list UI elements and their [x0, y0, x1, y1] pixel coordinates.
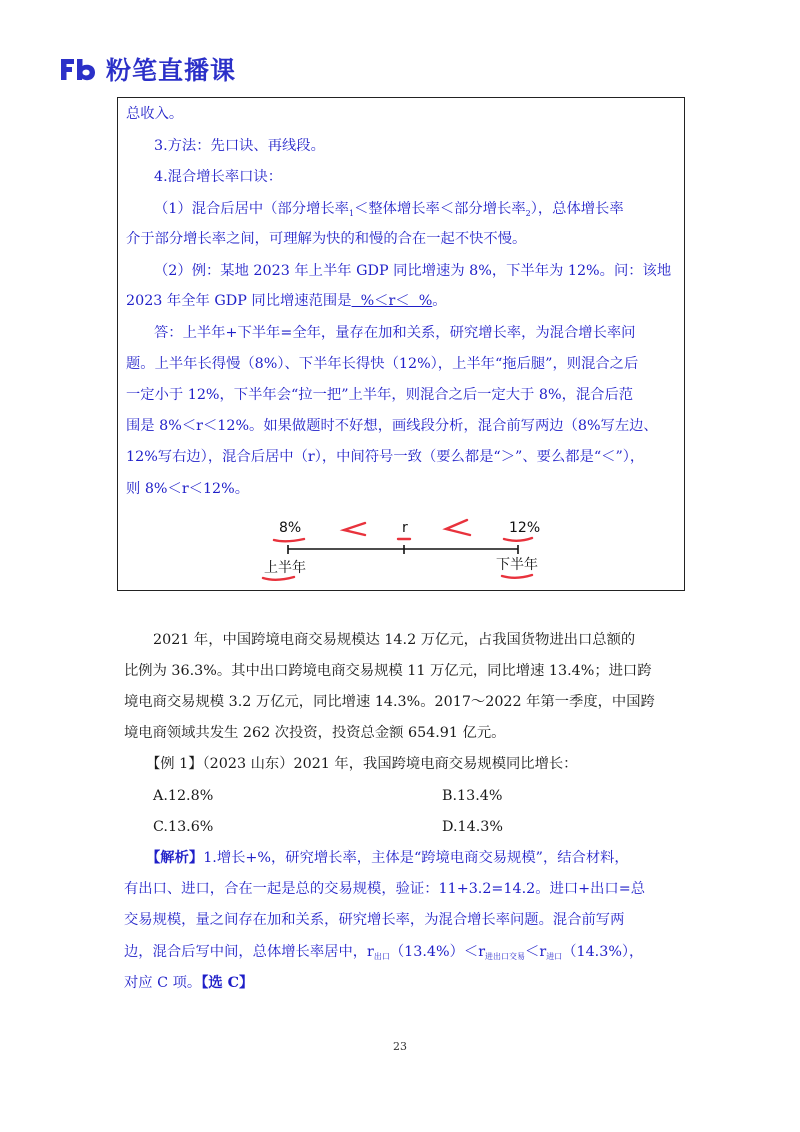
rule-1-sub-1: 1: [348, 209, 355, 218]
line-segment-diagram: [118, 98, 686, 592]
analysis-text-1: 1.增长+%，研究增长率，主体是“跨境电商交易规模”，结合材料，: [203, 850, 629, 866]
diagram-label-8-percent: 8%: [279, 520, 302, 536]
page-number: 23: [393, 1040, 407, 1053]
analysis-sub-export: 出口: [373, 952, 390, 961]
box-line-method: 3.方法：先口诀、再线段。: [154, 138, 325, 154]
diagram-label-first-half: 上半年: [264, 560, 306, 576]
analysis-line-4: [124, 942, 643, 967]
box-line-answer-6: 则 8%＜r＜12%。: [126, 481, 250, 497]
ink-underline-second-half: [502, 575, 532, 578]
analysis-answer: 【选 C】: [201, 975, 254, 991]
ink-underline-first-half: [263, 577, 294, 580]
analysis-line-1: [146, 848, 629, 868]
diagram-label-r: r: [402, 520, 408, 536]
analysis-line-5: [124, 973, 253, 993]
analysis-4b: （13.4%）＜r: [389, 944, 486, 960]
ink-underline-8-percent: [274, 539, 304, 541]
example-text-a: 2023 年全年 GDP 同比增速范围是: [126, 293, 352, 309]
box-line-mnemonic-title: 4.混合增长率口诀：: [154, 169, 283, 185]
passage-line-1: 2021 年，中国跨境电商交易规模达 14.2 万亿元，占我国货物进出口总额的: [153, 632, 636, 648]
analysis-4c: ＜r: [525, 944, 547, 960]
box-line-answer-5: 12%写右边），混合后居中（r），中间符号一致（要么都是“＞”、要么都是“＜”），: [126, 449, 645, 465]
box-line-answer-3: 一定小于 12%，下半年会“拉一把”上半年，则混合之后一定大于 8%，混合后范: [126, 387, 634, 403]
analysis-5a: 对应 C 项。: [124, 975, 202, 991]
ink-less-than-2: [446, 520, 470, 535]
analysis-sub-import: 进口: [546, 952, 563, 961]
example-blank: %＜r＜ %: [351, 293, 433, 309]
option-b: B.13.4%: [442, 788, 503, 804]
ink-underline-12-percent: [504, 538, 532, 541]
analysis-4a: 边，混合后写中间，总体增长率居中，r: [124, 944, 374, 960]
box-line-answer-4: 围是 8%＜r＜12%。如果做题时不好想，画线段分析，混合前写两边（8%写左边、: [126, 418, 658, 434]
fenbi-logo-icon: [58, 56, 98, 82]
diagram-label-second-half: 下半年: [496, 557, 538, 573]
rule-1-sub-2: 2: [525, 209, 531, 218]
box-line-answer-2: 题。上半年长得慢（8%）、下半年长得快（12%），上半年“拖后腿”，则混合之后: [126, 356, 639, 372]
example-text-b: 。: [432, 293, 447, 309]
passage-line-4: 境电商领域共发生 262 次投资，投资总金额 654.91 亿元。: [124, 725, 506, 741]
option-a: A.12.8%: [153, 788, 214, 804]
brand-name: 粉笔直播课: [106, 56, 237, 85]
option-d: D.14.3%: [442, 819, 503, 835]
analysis-line-3: 交易规模，量之间存在加和关系，研究增长率，为混合增长率问题。混合前写两: [124, 912, 625, 928]
ink-less-than-1: [344, 523, 365, 535]
box-line-1: 总收入。: [126, 106, 184, 122]
question-stem: 【例 1】（2023 山东）2021 年，我国跨境电商交易规模同比增长：: [146, 756, 578, 772]
box-line-answer-1: 答：上半年+下半年=全年，量存在加和关系，研究增长率，为混合增长率问: [154, 325, 636, 341]
diagram-label-12-percent: 12%: [509, 520, 541, 536]
rule-1-text-c: ），总体增长率: [530, 201, 624, 217]
passage-line-2: 比例为 36.3%。其中出口跨境电商交易规模 11 万亿元，同比增速 13.4%；进口跨: [124, 663, 652, 679]
rule-1-text-b: ＜整体增长率＜部分增长率: [354, 201, 526, 217]
box-line-example: （2）例：某地 2023 年上半年 GDP 同比增速为 8%，下半年为 12%。问：该地: [154, 263, 672, 279]
analysis-sub-total: 进出口交易: [485, 952, 526, 961]
rule-1-text-a: （1）混合后居中（部分增长率: [154, 201, 349, 217]
option-c: C.13.6%: [153, 819, 214, 835]
explanation-box: [117, 97, 685, 591]
analysis-line-2: 有出口、进口，合在一起是总的交易规模，验证：11+3.2=14.2。进口+出口=总: [124, 881, 645, 897]
analysis-4d: （14.3%），: [562, 944, 644, 960]
passage-line-3: 境电商交易规模 3.2 万亿元，同比增速 14.3%。2017～2022 年第一季度，中国跨: [124, 694, 655, 710]
brand-header: [58, 52, 236, 86]
analysis-tag: 【解析】: [146, 850, 204, 866]
box-line-rule-1-cont: 介于部分增长率之间，可理解为快的和慢的合在一起不快不慢。: [126, 231, 527, 247]
